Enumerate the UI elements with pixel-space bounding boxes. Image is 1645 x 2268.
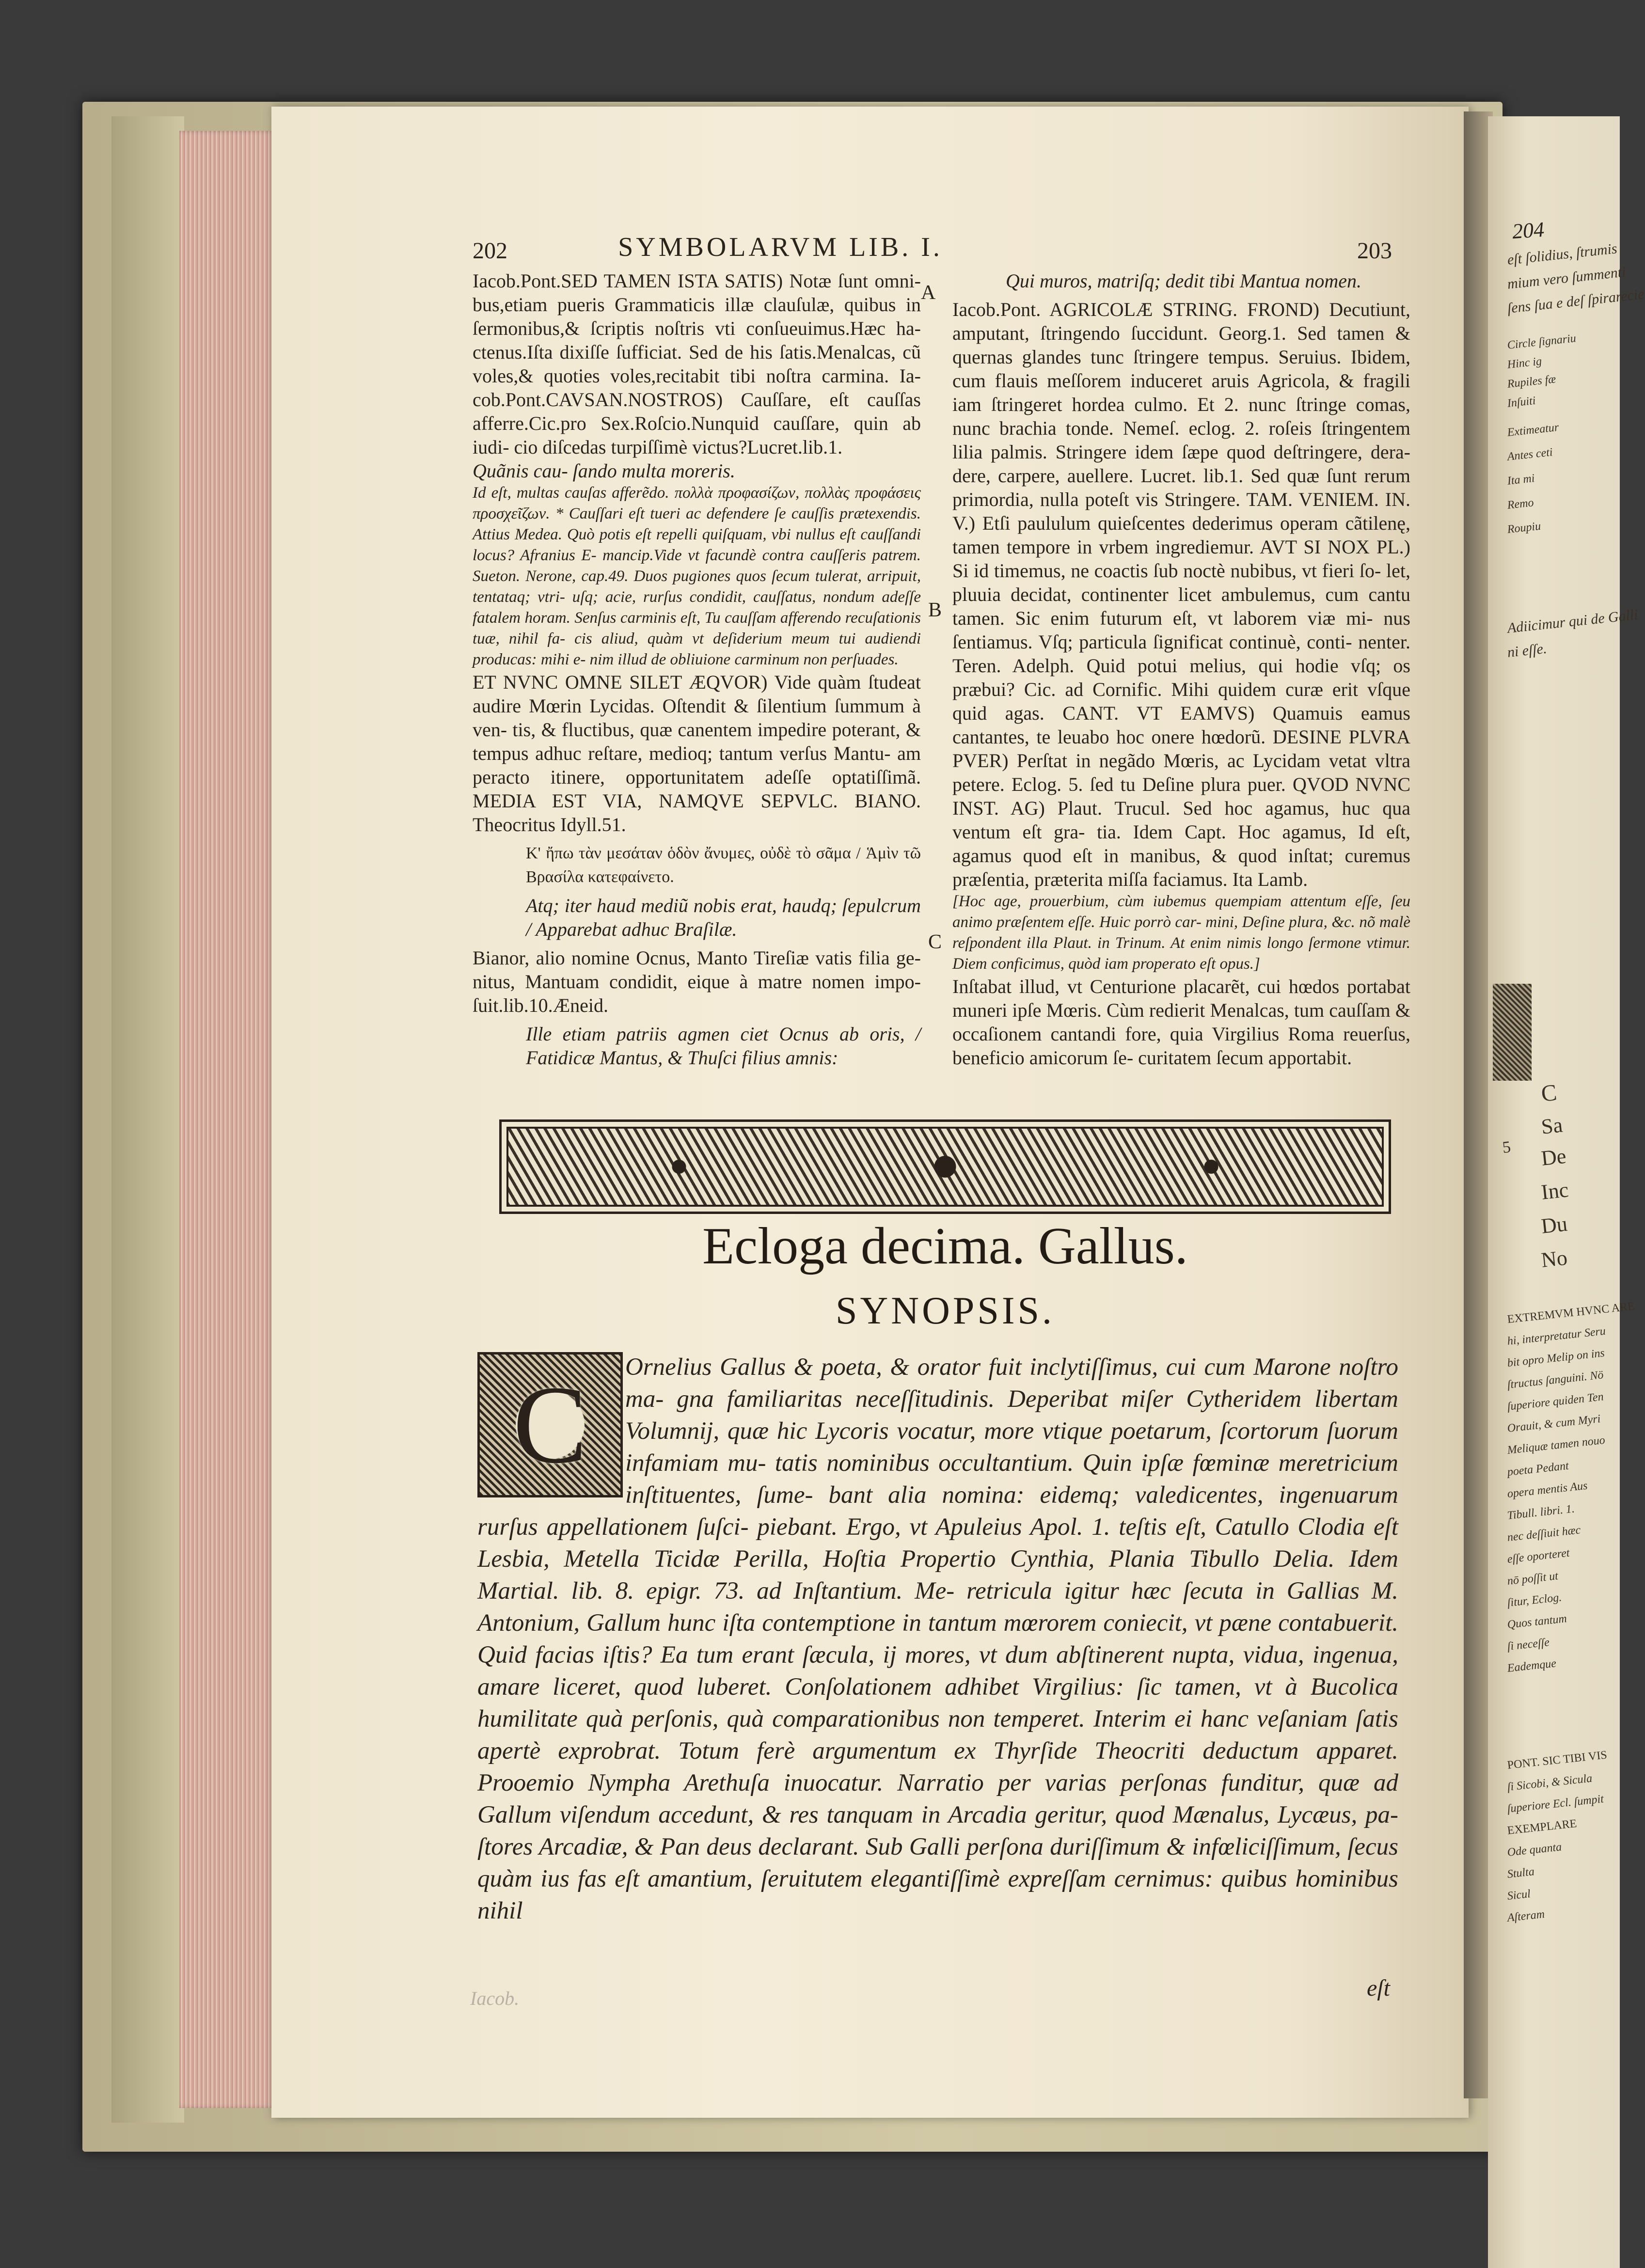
facing-lower-line: EXTREMVM HVNC ARE [1506,1300,1635,1326]
left-column [473,269,921,1074]
facing-lower-line: ſtructus ſanguini. Nö [1506,1369,1604,1391]
margin-letter-a: A [921,282,936,304]
facing-line: Ita mi [1506,472,1535,488]
margin-letter-c: C [928,931,942,953]
cover-turn-in [111,116,184,2123]
facing-lower-line: ſi neceſſe [1506,1636,1550,1653]
facing-line: Antes ceti [1506,446,1553,463]
facing-lower-line: Ode quanta [1506,1841,1563,1859]
left-latin-verse-1: Atq; iter haud mediũ nobis erat, haudq; ſepulcrum / Apparebat adhuc Braſilæ. [526,895,921,940]
left-para-3: Id eſt, multas cauſas afferẽdo. πολλὰ προφασίζων, πολλὰς προφάσεις προσχεῖζων. * Cauſſari eſt tueri ac defendere ſe cauſſis prætexendis. Attius Medea. Quò potis eſt repelli quiſquam, vbi nullus eſt cauſſandi locus? Afranius E- mancip.Vide vt facundè contra cauſſeris patrem. Sueton. Nerone, cap.49. Duos pugiones quos ſecum tulerat, arripuit, tentataq; vtri- uſq; acie, rurſus condidit, cauſſatus, nondum adeſſe fatalem horam. Senſus carminis eſt, Tu cauſſam afferendo recuſationis tuæ, nihil fa- cis aliud, quàm vt deſiderium meum tui audiendi producas: mihi e- nim illud de obliuione carminum non perſuades. [473,484,921,668]
ecloga-title: Ecloga decima. Gallus. [702,1217,1188,1275]
facing-heading: ni eſſe. [1506,640,1548,661]
facing-cap: Sa [1540,1113,1564,1139]
synopsis-text: Ornelius Gallus & poeta, & orator fuit inclytiſſimus, cui cum Marone noſtro ma- gna familiaritas neceſſitudinis. Deperibat miſer Cytheridem libertam Volumnij, quæ hic Lycoris vocatur, more vtique poetarum, ſcortorum ſuorum infamiam mu- tatis nominibus occultantium. Quin ipſæ fœminæ meretricium inſtituentes, ſume- bant alia nomina: eidemq; valedicentes, ingenuarum rurſus appellationem ſuſci- piebant. Ergo, vt Apuleius Apol. 1. teſtis eſt, Catullo Clodia eſt Lesbia, Metella Ticidæ Perilla, Hoſtia Propertio Cynthia, Plania Tibullo Delia. Idem Martial. lib. 8. epigr. 73. ad Inſtantium. Me- retricula igitur hæc ſecuta in Gallias M. Antonium, Gallum hunc iſta contemptione in tantum mœrorem coniecit, vt pæne contabuerit. Quid facias iſtis? Ea tum erant ſæcula, ij mores, vt dum abſtinerent nupta, vidua, ingenua, amare liceret, quod luberet. Conſolationem adhibet Virgilius: ſic tamen, vt à Bucolica humilitate quà perſonis, quà comparationibus non temperet. Interim ei hanc veſaniam ſatis apertè exprobrat. Totum ferè argumentum ex Thyrſide Theocriti deductum apparet. Prooemio Nympha Arethuſa inuocatur. Narratio per varias perſonas funditur, quæ ad Gallum viſendum accedunt, & res tanquam in Arcadia geritur, quod Mænalus, Lycæus, pa- ſtores Arcadiæ, & Pan deus declarant. Sub Galli perſona duriſſimum & infœliciſſimum, ſecus quàm ius fas eſt amantium, ſeruitutem elegantiſſimè expreſſam cernimus: quibus hominibus nihil [477,1354,1398,1924]
facing-lower-line: nō poſſit ut [1506,1570,1559,1588]
facing-lower-line: hi, interpretatur Seru [1506,1324,1606,1348]
facing-line-number: 5 [1502,1138,1512,1157]
right-para-3: Inſtabat illud, vt Centurione placarẽt, cui hœdos portabat muneri ipſe Mœris. Cùm redierit Menalcas, tum cauſſam & occaſionem cantandi fore, quia Virgilius Roma reuerſus, beneficio amicorum ſe- curitatem ſecum apportabit. [952,976,1410,1069]
facing-line: eſt ſolidius, ſtrumis [1506,240,1618,268]
facing-lower-line: ſi Sicobi, & Sicula [1506,1772,1593,1794]
catchword: eſt [1367,1975,1390,2001]
facing-line: Circle ſignariu [1506,332,1577,352]
left-para-1: Iacob.Pont.SED TAMEN ISTA SATIS) Notæ ſunt omni- bus,etiam pueris Grammaticis illæ clauſulæ, quibus in ſermonibus,& ſcriptis noſtris vti conſueuimus.Hæc ha- ctenus.Iſta dixiſſe ſufficiat. Sed de his ſatis.Menalcas, cũ voles,& quoties voles,recitabit tibi noſtra carmina. Ia- cob.Pont.CAVSAN.NOSTROS) Cauſſare, eſt cauſſas afferre.Cic.pro Sex.Roſcio.Nunquid cauſſare, quin ab iudi- cio diſcedas turpiſſimè victus?Lucret.lib.1. [473,270,921,458]
facing-line: Hinc ig [1506,355,1543,371]
right-para-2: [Hoc age, prouerbium, cùm iubemus quempiam attentum eſſe, ſeu animo præſentem eſſe. Huic porrò car- mini, Deſine plura, &c. nõ malè reſpondent illa Plaut. in Trinum. At enim nimis longo ſermone vtimur. Diem conficimus, quòd iam properato eſt opus.] [952,893,1410,973]
decorated-initial [477,1352,623,1497]
facing-lower-line: Meliquæ tamen nouo [1506,1433,1606,1457]
facing-lower-line: Quos tantum [1506,1612,1567,1631]
folio-right: 203 [1357,238,1392,264]
facing-line: mium vero ſummenti [1506,264,1627,292]
synopsis-heading: SYNOPSIS. [836,1290,1055,1332]
facing-line: Remo [1506,496,1534,512]
facing-line: ſens ſua e deſ ſpirarecie [1506,286,1645,316]
facing-cap: Inc [1540,1178,1570,1204]
left-para-2: Quãnis cau- ſando multa moreris. [473,460,735,482]
facing-lower-line: bit opro Melip on ins [1506,1346,1605,1370]
facing-decorated-initial [1493,984,1532,1081]
facing-lower-line: nec deſſiuit hæc [1506,1524,1582,1544]
facing-heading: Adiicimur qui de Galli [1506,606,1639,636]
facing-lower-line: ſuperiore Ecl. ſumpit [1506,1793,1604,1815]
facing-cap: Du [1540,1212,1569,1238]
facing-lower-line: opera mentis Aus [1506,1479,1588,1500]
page-edges [179,131,276,2108]
facing-lower-line: PONT. SIC TIBI VIS [1506,1748,1608,1772]
left-latin-verse-2: Ille etiam patriis agmen ciet Ocnus ab oris, / Fatidicæ Mantus, & Thuſci filius amnis: [526,1023,921,1069]
margin-letter-b: B [928,599,942,621]
left-greek-verse: Κ' ἤπω τὰν μεσάταν ὁδὸν ἄνυμες, οὐδὲ τὸ σᾶμα / Ἁμὶν τῶ Βρασίλα κατεφαίνετο. [526,844,921,886]
facing-lower-line: poeta Pedant [1506,1459,1569,1479]
facing-lower-line: Tibull. libri. 1. [1506,1502,1575,1522]
folio-left: 202 [473,238,507,264]
facing-line: Roupiu [1506,520,1542,536]
facing-lower-line: Sicul [1506,1888,1532,1903]
right-para-1: Iacob.Pont. AGRICOLÆ STRING. FROND) Decutiunt, amputant, ſtringendo ſuccidunt. Georg.1. Sed tamen & quernas glandes tunc ſtringere tempus. Seruius. Ibidem, cum flauis meſſorem induceret aruis Agricola, & fragili iam ſtringeret hordea culmo. Et 2. nunc ſtringe comas, nunc brachia tonde. Nemeſ. eclog. 2. roſeis ſtringentem lilia palmis. Stringere idem ſæpe quod deſtringere, dera- dere, carpere, auellere. Lucret. lib.1. Sed quæ ſunt rerum primordia, nulla poteſt vis Stringere. TAM. VENIEM. IN. V.) Etſi paululum quieſcentes dederimus operam cãtilenę, tamen tempore in vrbem ingrediemur. AVT SI NOX PL.) Si id timemus, ne coactis ſub noctè nubibus, vt fieri ſo- let, pluuia decidat, continenter licet ambulemus, cum cantu tamen. Sic enim futurum eſt, vt laborem viæ mi- nus ſentiamus. Vſq; particula ſignificat continuè, conti- nenter. Teren. Adelph. Quid potui melius, qui hodie vſq; os præbui? Cic. ad Cornific. Mihi quidem curæ erit vſque quid agas. CANT. VT EAMVS) Quamuis eamus cantantes, te leuabo hoc onere hœdorũ. DESINE PLVRA PVER) Perſtat in negãdo Mœris, ac Lycidam vetat vltra petere. Eclog. 5. ſed tu Deſine plura puer. QVOD NVNC INST. AG) Plaut. Trucul. Sed hoc agamus, huc qua ventum eſt gra- tia. Idem Capt. Hoc agamus, Id eſt, agamus quod eſt in manibus, & quod inſtat; curemus præſentia, præterita miſſa faciamus. Ita Lamb. [952,299,1410,890]
right-column [952,269,1410,1070]
left-para-4: ET NVNC OMNE SILET ÆQVOR) Vide quàm ſtudeat audire Mœrin Lycidas. Oſtendit & ſilentium ſummum à ven- tis, & fluctibus, quæ canentem impedire poterant, & tempus adhuc reſtare, medioq; tantum verſus Mantu- am peracto itinere, opportunitatem adeſſe optatiſſimã. MEDIA EST VIA, NAMQVE SEPVLC. BIANO. Theocritus Idyll.51. [473,671,921,835]
facing-lower-line: ſitur, Eclog. [1506,1591,1563,1609]
facing-lower-line: Aſteram [1506,1907,1546,1924]
facing-cap: No [1540,1245,1569,1272]
facing-lower-line: Eademque [1506,1657,1557,1675]
facing-line: Extimeatur [1506,421,1560,439]
right-verse: Qui muros, matriſq; dedit tibi Mantua nomen. [1006,270,1362,292]
decorative-ornament-band [499,1119,1391,1214]
facing-line: Rupiles fæ [1506,373,1557,391]
left-para-5: Bianor, alio nomine Ocnus, Manto Tireſiæ vatis filia ge- nitus, Mantuam condidit, eique à matre nomen impo- ſuit.lib.10.Æneid. [473,947,921,1016]
facing-folio: 204 [1511,217,1545,244]
running-head: SYMBOLARVM LIB. I. [618,232,943,262]
facing-lower-line: ſuperiore quiden Ten [1506,1390,1604,1413]
show-through-text: Iacob. [470,1987,520,2009]
initial-letter: C [513,1363,587,1486]
facing-cap: De [1540,1144,1567,1170]
facing-lower-line: eſſe oporteret [1506,1546,1570,1566]
facing-lower-line: Orauit, & cum Myri [1506,1412,1601,1435]
facing-cap: C [1540,1079,1558,1107]
facing-line: Inſuiti [1506,394,1536,410]
facing-lower-line: Stulta [1506,1865,1535,1881]
facing-lower-line: EXEMPLARE [1506,1817,1578,1837]
facing-page-fragment [1488,116,1645,2268]
